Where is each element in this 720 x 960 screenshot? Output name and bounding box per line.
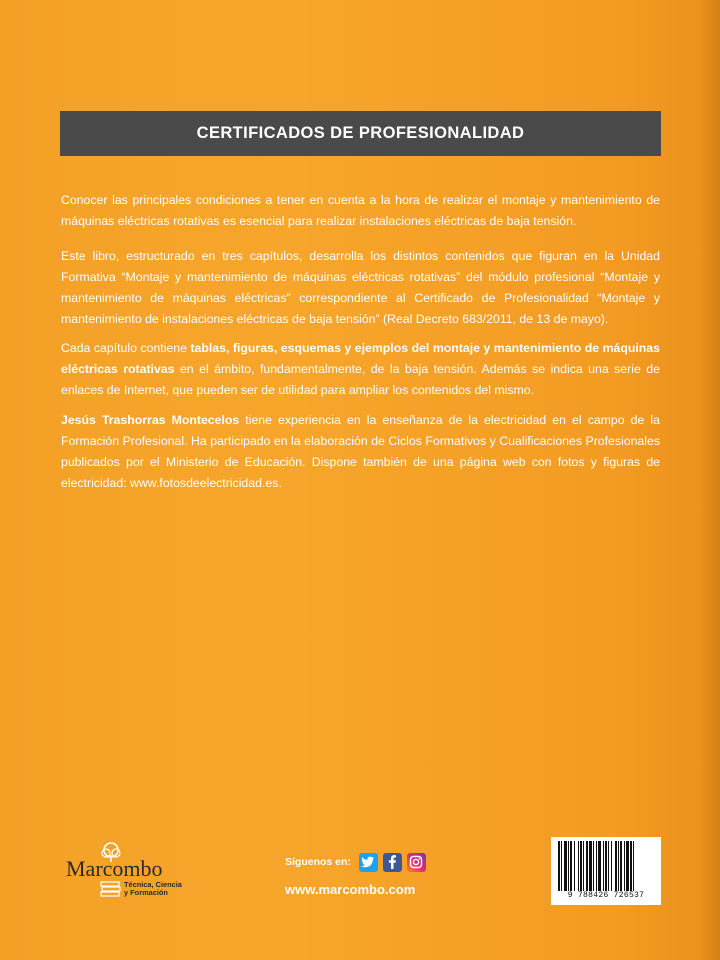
barcode-bar bbox=[633, 841, 634, 891]
barcode-bar bbox=[561, 841, 562, 891]
barcode-bar bbox=[605, 841, 607, 891]
barcode-bar bbox=[574, 841, 575, 891]
barcode-bar bbox=[583, 841, 584, 891]
barcode-bar bbox=[620, 841, 622, 891]
paragraph-structure: Este libro, estructurado en tres capítulos, desarrolla los distintos contenidos que figuran en la Unidad Formativa “Montaje y mantenimiento de máquinas eléctricas rotativas” del módulo profesional “Montaje y mantenimiento de máquinas eléctricas” correspondiente al Certificado de Profesionalidad “Montaje y mantenimiento de instalaciones eléctricas de baja tensión” (Real Decreto 683/2011, de 13 de mayo). bbox=[61, 249, 660, 326]
barcode-bar bbox=[608, 841, 609, 891]
barcode-bar bbox=[598, 841, 601, 891]
barcode-bar bbox=[568, 841, 569, 891]
paragraph-contents-start: Cada capítulo contiene bbox=[61, 341, 191, 355]
paragraph-author bbox=[61, 410, 660, 494]
barcode-bar bbox=[580, 841, 582, 891]
banner-title: CERTIFICADOS DE PROFESIONALIDAD bbox=[196, 124, 525, 142]
barcode-bars bbox=[558, 841, 654, 891]
barcode-bar bbox=[618, 841, 619, 891]
instagram-icon[interactable] bbox=[407, 853, 426, 872]
author-name: Jesús Trashorras Montecelos bbox=[61, 413, 240, 427]
publisher-tagline bbox=[124, 881, 194, 897]
barcode-bar bbox=[615, 841, 617, 891]
isbn-number: 9 788426 726537 bbox=[567, 891, 645, 900]
tagline-line-1: Técnica, Ciencia bbox=[124, 880, 182, 889]
barcode-bar bbox=[626, 841, 629, 891]
twitter-icon[interactable] bbox=[359, 853, 378, 872]
barcode-bar bbox=[558, 841, 560, 891]
social-links bbox=[285, 851, 431, 873]
books-icon bbox=[100, 880, 122, 900]
barcode-bar bbox=[596, 841, 597, 891]
publisher-logo bbox=[62, 842, 192, 902]
barcode-bar bbox=[611, 841, 612, 891]
isbn-barcode bbox=[551, 837, 661, 905]
title-banner bbox=[60, 111, 661, 156]
tagline-line-2: y Formación bbox=[124, 888, 168, 897]
social-label: Síguenos en: bbox=[285, 856, 351, 868]
barcode-bar bbox=[593, 841, 594, 891]
publisher-name: Marcombo bbox=[66, 856, 163, 881]
paragraph-contents-highlight: tablas, figuras, esquemas y ejemplos del montaje y mantenimiento de máquinas eléctricas rotativas bbox=[61, 341, 660, 376]
paragraph-intro: Conocer las principales condiciones a tener en cuenta a la hora de realizar el montaje y mantenimiento de máquinas eléctricas rotativas es esencial para realizar instalaciones eléctricas de baja tensión. bbox=[61, 193, 660, 228]
barcode-bar bbox=[578, 841, 579, 891]
barcode-bar bbox=[564, 841, 567, 891]
barcode-bar bbox=[586, 841, 588, 891]
barcode-bar bbox=[570, 841, 572, 891]
author-bio: tiene experiencia en la enseñanza de la electricidad en el campo de la Formación Profesional. Ha participado en la elaboración de Ciclos Formativos y Cualificaciones Profesionales publicados por el Ministerio de Educación. Dispone también de una página web con fotos y figuras de electricidad: www.fotosdeelectricidad.es. bbox=[61, 413, 660, 490]
barcode-bar bbox=[630, 841, 632, 891]
paragraph-contents-end: en el ámbito, fundamentalmente, de la baja tensión. Además se indica una serie de enlaces de Internet, que pueden ser de utilidad para ampliar los contenidos del mismo. bbox=[61, 362, 660, 397]
barcode-bar bbox=[624, 841, 625, 891]
website-link[interactable]: www.marcombo.com bbox=[285, 882, 416, 897]
barcode-bar bbox=[603, 841, 604, 891]
paragraph-contents bbox=[61, 338, 660, 401]
facebook-icon[interactable] bbox=[383, 853, 402, 872]
barcode-bar bbox=[589, 841, 592, 891]
